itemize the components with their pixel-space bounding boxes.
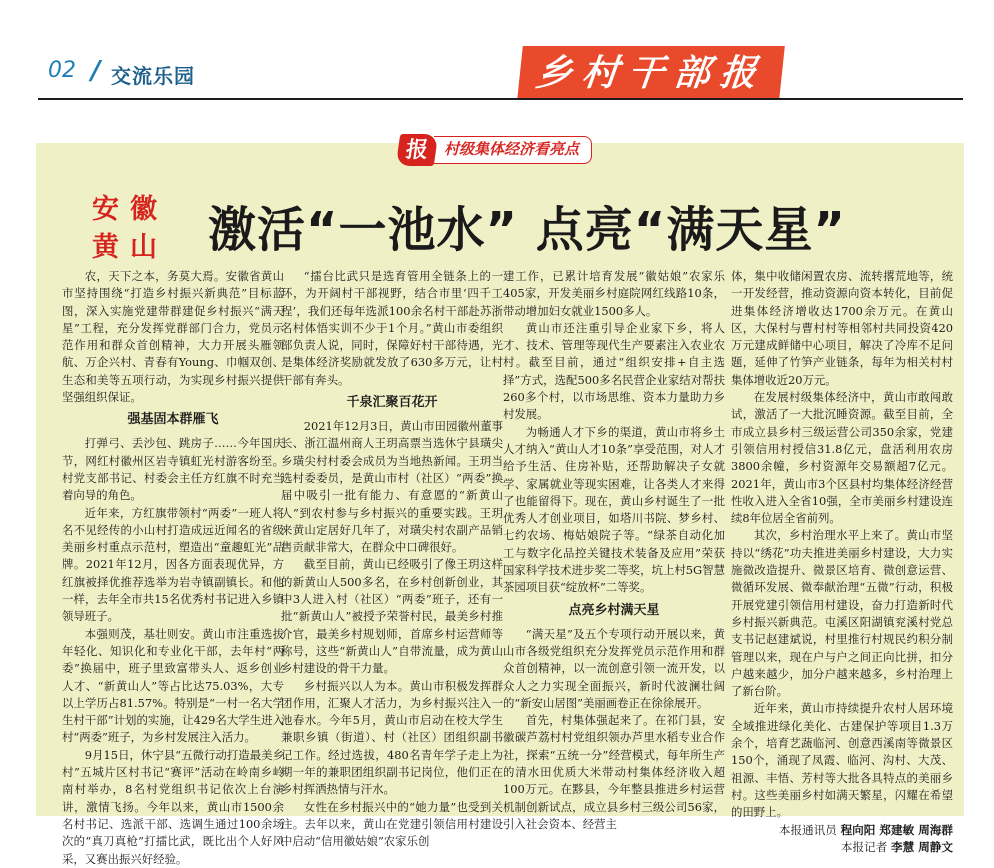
article-column-3 xyxy=(503,268,725,831)
body-paragraph: 其次，乡村治理水平上来了。黄山市坚持以“绣花”功夫推进美丽乡村建设，大力实施微改造提升、微景区培育、微创意运营、微循环发展、微奉献治理“五微”行动，积极开展党建引领信用村建设，奋力打造新时代乡村振兴新典范。屯溪区阳湖镇兖溪村党总支书记赵建斌说，村里推行村规民约积分制管理以来，现在户与户之间正向比拼，扣分户越来越少，加分户越来越多，乡村治理上了新台阶。 xyxy=(731,528,953,699)
column-tag-label: 村级集体经济看亮点 xyxy=(434,136,592,164)
dateline-city: 黄山 xyxy=(92,232,168,263)
byline-names: 李慧 周静文 xyxy=(890,839,953,854)
body-paragraph: 体，集中收储闲置农房、流转撂荒地等，统一开发经营，推动资源向资本转化，目前促进集体经济增收达1700余万元。在黄山区，大保村与曹村村等相邻村共同投资420万元建成鲜储中心项目，解决了冷库不足问题，延伸了竹笋产业链条，每年为相关村村集体增收近20万元。 xyxy=(731,269,953,387)
section-divider: / xyxy=(91,56,101,86)
body-paragraph: 9月15日，休宁县“五微行动打造最美乡村”五城片区村书记“赛评”活动在岭南乡岭南村举办，8名村党组织书记依次上台演讲，激情飞扬。今年以来，黄山市1500余名村书记、选派干部、选调生通过100余场次的“真刀真枪”打擂比武，既比出个人好风采，又赛出振兴好经验。 xyxy=(62,747,284,866)
body-paragraph: 为畅通人才下乡的渠道，黄山市将乡土人才纳入“黄山人才10条”享受范围，对人才给予生活、住房补贴，还帮助解决子女就学、家属就业等现实困难，让各类人才来得了也能留得下。现在，黄山乡村诞生了一批优秀人才创业项目，如塔川书院、梦乡村、七约农场、梅姑娘院子等。“绿茶自动化加工与数字化品控关键技术装备及应用”荣获国家科学技术进步奖二等奖，坑上村5G智慧茶园项目获“绽放杯”二等奖。 xyxy=(503,424,725,595)
body-paragraph: 打弹弓、丢沙包、跳房子……今年国庆节，网红村徽州区岩寺镇虹光村游客纷至。村党支部书记、村委会主任方红旗不时充当着向导的角色。 xyxy=(62,436,284,503)
byline-names: 程向阳 郑建敏 周海群 xyxy=(840,822,953,837)
section-title: 交流乐园 xyxy=(111,64,195,88)
subheading: 强基固本群雁飞 xyxy=(127,412,219,428)
body-paragraph: 黄山市还注重引导企业家下乡，将人才、技术、管理等现代生产要素注入农业农村。截至目前，通过“组织安排+自主选择”方式，选配500多名民营企业家结对帮扶260多个村，以市场思维、资本力量助力乡村发展。 xyxy=(503,320,725,422)
newspaper-brand-logo: 乡村干部报 xyxy=(517,46,785,100)
article-headline: 激活“一池水” 点亮“满天星” xyxy=(208,202,846,258)
subheading: 千泉汇聚百花开 xyxy=(346,395,438,411)
header-rule xyxy=(38,98,963,100)
newspaper-badge-icon: 报 xyxy=(396,134,438,166)
page-number: 02 xyxy=(48,58,76,83)
body-paragraph: 首先，村集体强起来了。在祁门县，安徽碳芦荔村村党组织领办芦里水稻专业合作社，探索“五统一分”经营模式，每年所生产的清水田优质大米带动村集体经济收入超100万元。在黟县，今年整县推进乡村运营机制创新试点，成立县乡村三级公司56家，引入社会资本、经营主 xyxy=(503,713,725,831)
byline xyxy=(731,822,953,839)
body-paragraph: 建工作，已累计培育发展“徽姑娘”农家乐405家，开发美丽乡村庭院网红线路10条，带动增加妇女就业1500多人。 xyxy=(503,269,725,318)
body-paragraph: 乡村振兴以人为本。黄山市积极发挥群团作用，汇聚人才活力，为乡村振兴注入一池春水。今年5月，黄山市启动在校大学生兼职乡镇（街道）、村（社区）团组织副书记工作。经过选拔，480名青年学子走上为期一年的兼职团组织副书记岗位，他们正在乡村挥洒热情与汗水。 xyxy=(281,678,503,797)
byline-role: 本报通讯员 xyxy=(778,822,837,837)
body-paragraph: “满天星”及五个专项行动开展以来，黄山市各级党组织充分发挥党员示范作用和群众首创精神，以一流创意引领一流开发，以众人之力实现全面振兴，新时代波澜壮阔的“新安山居图”美丽画卷正在徐徐展开。 xyxy=(503,626,725,710)
masthead xyxy=(0,0,994,128)
article-column-4 xyxy=(731,268,953,854)
dateline-province: 安徽 xyxy=(92,194,168,225)
body-paragraph: 近年来，黄山市持续提升农村人居环境全域推进绿化美化、古建保护等项目1.3万余个，培育艺蔬临河、创意西溪南等微景区150个，涌现了凤霞、临河、沟村、大茂、祖源、丰悟、芳村等大批各具特点的美丽乡村。这些美丽乡村如满天繁星，闪耀在希望的田野上。 xyxy=(731,701,953,820)
subheading: 点亮乡村满天星 xyxy=(568,602,660,618)
byline xyxy=(731,839,953,856)
body-paragraph: 截至目前，黄山已经吸引了像王玥这样的新黄山人500多名，在乡村创新创业，其中3人进入村（社区）“两委”班子，还有一批“新黄山人”被授予荣誉村民，最美乡村推介官，最美乡村规划师，首席乡村运营师等称号，这些“新黄山人”自带流量，成为黄山乡村建设的骨干力量。 xyxy=(281,557,503,676)
body-paragraph: 2021年12月3日，黄山市田园徽州董事长、浙江温州商人王玥高票当选休宁县璜尖乡璜尖村村委会成员为当地热新闻。王玥当选村委委员，是黄山市村（社区）“两委”换届中吸引一批有能力、有意愿的“新黄山人”到农村参与乡村振兴的重要实践。王玥来黄山定居好几年了，对璜尖村农副产品销售贡献非常大，在群众中口碑很好。 xyxy=(281,419,503,555)
byline-role: 本报记者 xyxy=(840,839,888,854)
body-paragraph: 本强则茂，基壮则安。黄山市注重选拔年轻化、知识化和专业化干部，去年村“两委”换届中，班子里致富带头人、返乡创业人才、“新黄山人”等占比达75.03%，大专以上学历占81.57%。特别是“一村一名大学生村干部”计划的实施，让429名大学生进入村“两委”班子，为乡村发展注入活力。 xyxy=(62,626,284,745)
article-column-1 xyxy=(62,268,284,866)
body-paragraph: 在发展村级集体经济中，黄山市敢闯敢试，激活了一大批沉睡资源。截至目前，全市成立县乡村三级运营公司350余家，党建引领信用村授信31.8亿元，盘活利用农房3800余幢，乡村资源年交易额超7亿元。2021年，黄山市3个区县村均集体经济经营性收入进入全省10强，全市美丽乡村建设连续8年位居全省前列。 xyxy=(731,390,953,526)
body-paragraph: 农，天下之本，务莫大焉。安徽省黄山市坚持围绕“打造乡村振兴新典范”目标蓝图，深入实施党建带群建促乡村振兴“满天星”工程，充分发挥党群部门合力，党员示范作用和群众首创精神，大力开展头雁领航、万企兴村、青春有Young、巾帼双创、生态和美等五项行动，为实现乡村振兴提供坚强组织保证。 xyxy=(62,269,284,405)
body-paragraph: 近年来，方红旗带领村“两委”一班人将名不见经传的小山村打造成远近闻名的省级美丽乡村重点示范村，塑造出“童趣虹光”品牌。2021年12月，因各方面表现优异，方红旗被择优推荐选举为岩寺镇副镇长。和他一样，去年全市共15名优秀村书记进入乡镇领导班子。 xyxy=(62,505,284,624)
column-tag xyxy=(398,133,592,167)
body-paragraph: “擂台比武只是选育管用全链条上的一环，为开阔村干部视野，结合市里‘四千工程’，我们还每年选派100余名村干部赴苏浙名村体悟实训不少于1个月。”黄山市委组织部负责人说，同时，保障好村干部待遇，光是集体经济奖励就发放了630多万元，让村干部有奔头。 xyxy=(281,269,503,387)
body-paragraph: 女性在乡村振兴中的“她力量”也受到关注。去年以来，黄山在党建引领信用村建设中启动“信用徽姑娘”农家乐创 xyxy=(281,799,503,849)
article-column-2 xyxy=(281,268,503,849)
